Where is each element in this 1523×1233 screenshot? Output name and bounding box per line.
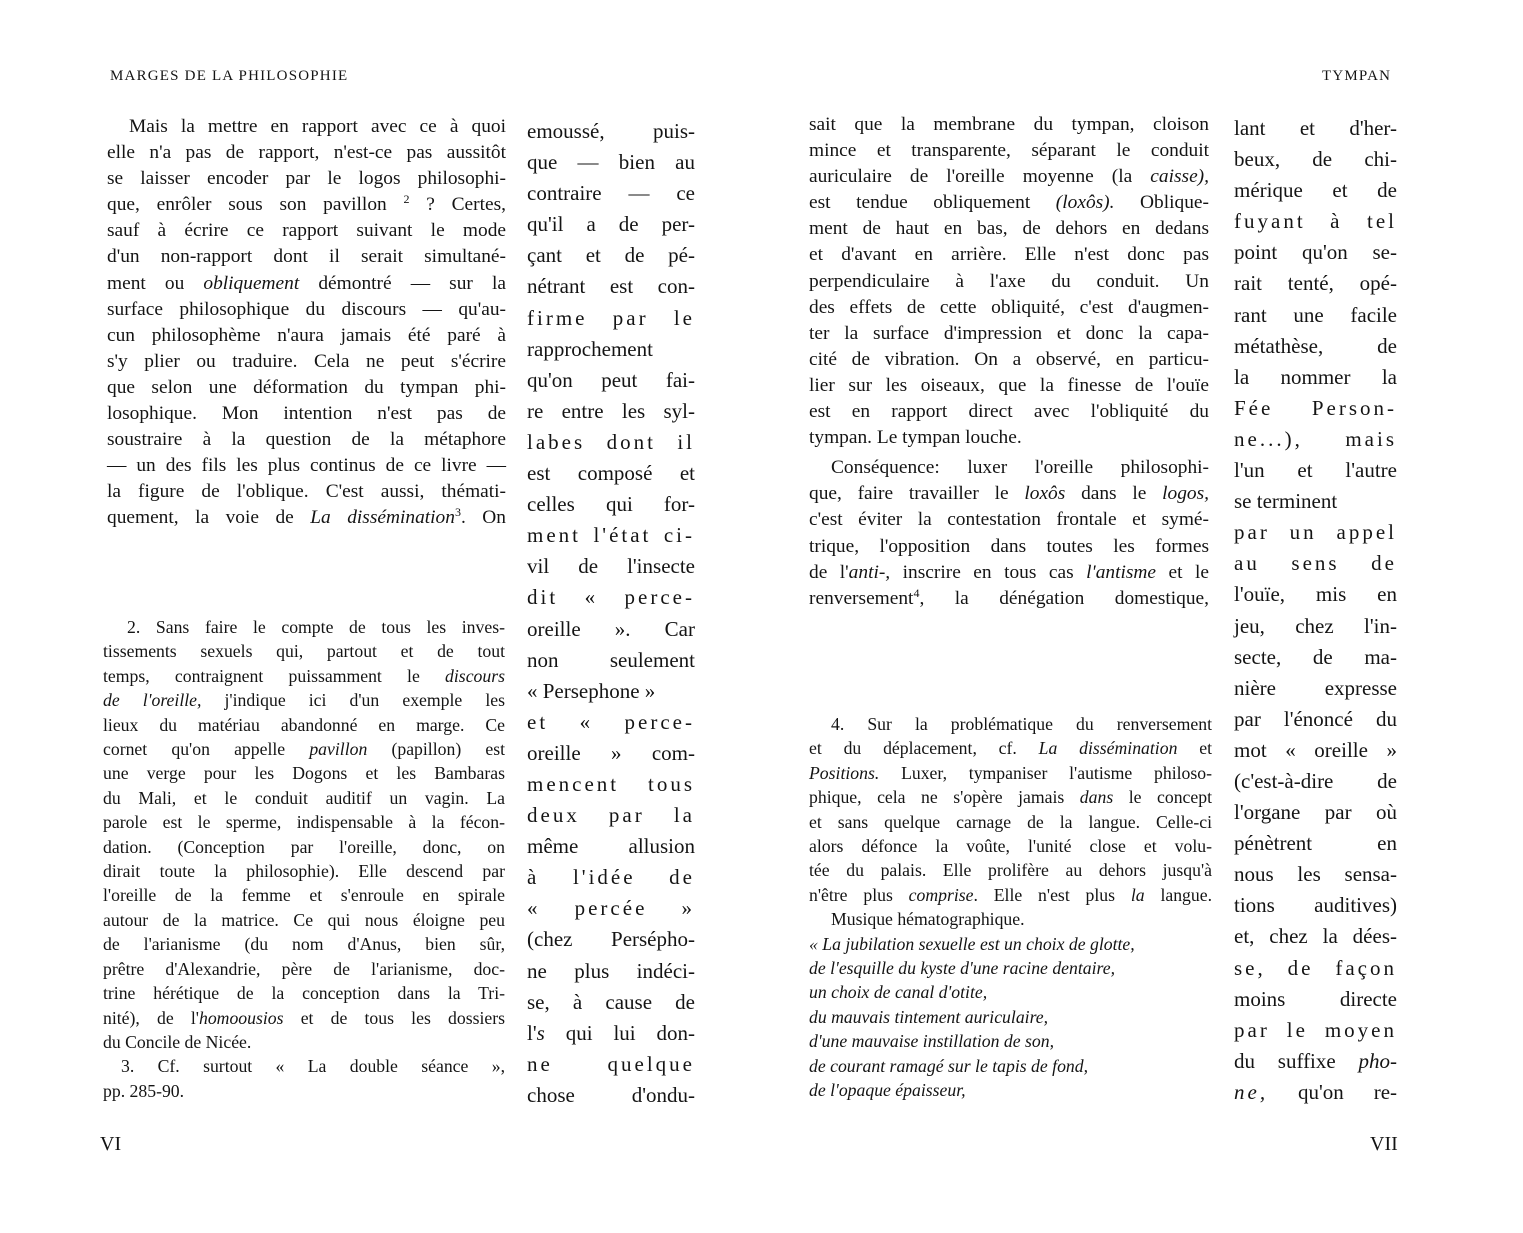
footnote-line: 2. Sans faire le compte de tous les inves-	[127, 617, 505, 637]
text-line: et d'avant en arrière. Elle n'est donc pas	[809, 244, 1209, 266]
text-line: perpendiculaire à l'axe du conduit. Un	[809, 270, 1209, 292]
narrow-line: même allusion	[527, 834, 695, 859]
narrow-line: ne...), mais	[1234, 426, 1397, 451]
footnote-line: du Concile de Nicée.	[103, 1031, 252, 1052]
right-footnotes	[809, 712, 1212, 1103]
text-line: des effets de cette obliquité, c'est d'augmen-	[809, 296, 1209, 318]
narrow-line: contraire — ce	[527, 181, 695, 206]
footnote-line: dation. (Conception par l'oreille, donc, on	[103, 836, 505, 857]
text-line: que, enrôler sous son pavillon $^2$ ? Certes,	[107, 192, 506, 216]
narrow-line: ment l'état ci-	[527, 523, 695, 548]
narrow-line: est composé et	[527, 461, 695, 486]
narrow-line: se, à cause de	[527, 989, 695, 1014]
footnote-line: Positions. Luxer, tympaniser l'autisme philoso-	[809, 762, 1213, 783]
narrow-line: Fée Person-	[1234, 395, 1397, 420]
left-footnotes	[103, 615, 505, 1103]
poem-line: de l'opaque épaisseur,	[809, 1080, 966, 1101]
narrow-line: (c'est-à-dire de	[1234, 768, 1397, 793]
poem-line: de courant ramagé sur le tapis de fond,	[809, 1055, 1089, 1076]
poem-line: « La jubilation sexuelle est un choix de glotte,	[809, 933, 1135, 954]
text-line: lier sur les oiseaux, que la finesse de l'ouïe	[809, 374, 1209, 396]
footnote-ref: 3	[454, 505, 461, 520]
footnote-line: tée du palais. Elle prolifère au dehors jusqu'à	[809, 860, 1212, 881]
narrow-line: au sens de	[1234, 551, 1397, 576]
left-main-text	[107, 114, 506, 532]
narrow-line: rant une facile	[1234, 302, 1397, 327]
footnote-ref: 4	[913, 585, 920, 600]
narrow-line: la nommer la	[1234, 364, 1397, 389]
right-narrow-column	[1234, 113, 1397, 1108]
narrow-line: labes dont il	[527, 429, 695, 454]
narrow-line: l's qui lui don-	[527, 1020, 696, 1045]
text-line: cun philosophème n'aura jamais été paré à	[107, 324, 506, 346]
poem-line: du mauvais tintement auriculaire,	[809, 1006, 1049, 1027]
narrow-line: par l'énoncé du	[1234, 706, 1397, 731]
footnote-line: pp. 285-90.	[103, 1080, 185, 1101]
narrow-line: dit « perce-	[527, 585, 695, 610]
narrow-line: « Persephone »	[527, 678, 656, 703]
narrow-line: çant et de pé-	[527, 243, 695, 268]
text-line: losophique. Mon intention n'est pas de	[107, 403, 506, 425]
narrow-line: que — bien au	[527, 150, 695, 175]
footnote-line: une verge pour les Dogons et les Bambaras	[103, 763, 505, 784]
narrow-line: métathèse, de	[1234, 333, 1397, 358]
narrow-line: ne quelque	[527, 1051, 695, 1076]
text-line: est tendue obliquement (loxôs). Oblique-	[809, 192, 1209, 214]
narrow-line: non seulement	[527, 647, 695, 672]
text-line: est en rapport direct avec l'obliquité du	[809, 401, 1209, 423]
text-line: cité de vibration. On a observé, en particu-	[809, 348, 1209, 370]
narrow-line: moins directe	[1234, 986, 1397, 1011]
footnote-line: n'être plus comprise. Elle n'est plus la langue.	[809, 884, 1213, 905]
text-line: sait que la membrane du tympan, cloison	[809, 114, 1209, 135]
footnote-line: parole est le sperme, indispensable à la fécon-	[103, 812, 505, 833]
text-line: tympan. Le tympan louche.	[809, 427, 1022, 449]
running-header-right: TYMPAN	[1322, 68, 1392, 84]
narrow-line: emoussé, puis-	[527, 119, 695, 143]
text-line: surface philosophique du discours — qu'au-	[107, 298, 506, 320]
footnote-line: et du déplacement, cf. La dissémination et	[809, 738, 1212, 759]
footnote-line: de l'arianisme (du nom d'Anus, bien sûr,	[103, 934, 505, 955]
text-line: trique, l'opposition dans toutes les formes	[809, 535, 1209, 557]
narrow-line: fuyant à tel	[1234, 209, 1397, 234]
narrow-line: nous les sensa-	[1234, 862, 1397, 887]
footnote-ref: 2	[403, 192, 410, 207]
narrow-line: nière expresse	[1234, 675, 1397, 700]
narrow-line: qu'il a de per-	[527, 212, 695, 237]
text-line: ment de haut en bas, de dehors en dedans	[809, 218, 1209, 240]
narrow-line: mencent tous	[527, 771, 695, 796]
page-number-left: VI	[100, 1133, 122, 1155]
narrow-line: celles qui for-	[527, 492, 695, 517]
narrow-line: qu'on peut fai-	[527, 367, 695, 392]
page-number-right: VII	[1370, 1133, 1398, 1155]
footnote-line: du Mali, et le conduit auditif un vagin. La	[103, 787, 505, 808]
narrow-line: point qu'on se-	[1234, 240, 1397, 265]
narrow-line: l'un et l'autre	[1234, 458, 1397, 483]
footnote-line: nité), de l'homoousios et de tous les dossiers	[103, 1007, 505, 1028]
narrow-line: se terminent	[1234, 489, 1338, 514]
narrow-line: par le moyen	[1234, 1017, 1397, 1042]
narrow-line: deux par la	[527, 803, 695, 828]
footnote-line: 4. Sur la problématique du renversement	[831, 714, 1212, 734]
narrow-line: et « perce-	[527, 709, 695, 734]
narrow-line: ne, qu'on re-	[1234, 1079, 1398, 1104]
footnote-line: prêtre d'Alexandrie, père de l'arianisme, doc-	[103, 958, 505, 979]
narrow-line: vil de l'insecte	[527, 554, 695, 579]
narrow-line: mot « oreille »	[1234, 737, 1397, 762]
narrow-line: et, chez la dées-	[1234, 924, 1397, 949]
narrow-line: par un appel	[1234, 520, 1397, 545]
narrow-line: oreille » com-	[527, 740, 695, 765]
footnote-line: et sans quelque carnage de la langue. Celle-ci	[809, 811, 1212, 832]
footnote-line: lieux du matériau abandonné en marge. Ce	[103, 714, 505, 735]
narrow-line: firme par le	[527, 305, 695, 330]
footnote-line: alors défonce la voûte, l'unité close et volu-	[809, 836, 1212, 857]
narrow-line: rapprochement	[527, 336, 653, 361]
footnote-line: temps, contraignent puissamment le discours	[103, 665, 505, 686]
text-line: que, faire travailler le loxôs dans le logos,	[809, 483, 1209, 505]
text-line: s'y plier ou traduire. Cela ne peut s'écrire	[107, 350, 506, 372]
text-line: c'est éviter la contestation frontale et symé-	[809, 509, 1209, 531]
text-line: ter la surface d'impression et donc la capa-	[809, 322, 1209, 344]
narrow-line: rait tenté, opé-	[1234, 271, 1397, 296]
footnote-line: Musique hématographique.	[831, 909, 1025, 930]
running-header-left: MARGES DE LA PHILOSOPHIE	[110, 68, 349, 84]
text-line: elle n'a pas de rapport, n'est-ce pas aussitôt	[107, 142, 506, 164]
narrow-line: (chez Perséphо-	[527, 927, 695, 952]
text-line: la figure de l'oblique. C'est aussi, thémati-	[107, 481, 506, 503]
poem-line: un choix de canal d'otite,	[809, 982, 988, 1003]
left-narrow-column	[527, 116, 695, 1111]
text-line: d'un non-rapport dont il serait simultané-	[107, 246, 506, 268]
narrow-line: re entre les syl-	[527, 398, 695, 423]
narrow-line: chose d'ondu-	[527, 1082, 695, 1107]
poem-line: d'une mauvaise instillation de son,	[809, 1031, 1054, 1052]
right-main-text	[809, 112, 1209, 612]
text-line: soustraire à la question de la métaphore	[107, 429, 506, 451]
text-line: de l'anti-, inscrire en tous cas l'antisme et le	[809, 561, 1209, 583]
text-line: Mais la mettre en rapport avec ce à quoi	[129, 116, 506, 137]
narrow-line: oreille ». Car	[527, 616, 695, 641]
narrow-line: nétrant est con-	[527, 274, 695, 299]
footnote-line: dirait toute la philosophie). Elle descend par	[103, 861, 505, 882]
poem-line: de l'esquille du kyste d'une racine dentaire,	[809, 958, 1116, 979]
narrow-line: lant et d'her-	[1234, 116, 1397, 140]
narrow-line: beux, de chi-	[1234, 147, 1397, 172]
footnote-line: 3. Cf. surtout « La double séance »,	[121, 1056, 505, 1077]
text-line: ment ou obliquement démontré — sur la	[107, 272, 506, 294]
footnote-line: cornet qu'on appelle pavillon (papillon) est	[103, 739, 506, 760]
narrow-line: l'organe par où	[1234, 800, 1397, 825]
narrow-line: pénètrent en	[1234, 831, 1397, 856]
text-line: renversement$^4$, la dénégation domestique,	[809, 585, 1209, 609]
text-line: Conséquence: luxer l'oreille philosophi-	[831, 457, 1209, 479]
text-line: mince et transparente, séparant le conduit	[809, 140, 1209, 162]
text-line: que selon une déformation du tympan phi-	[107, 376, 506, 398]
narrow-line: mérique et de	[1234, 178, 1397, 203]
narrow-line: secte, de ma-	[1234, 644, 1397, 669]
footnote-line: l'oreille de la femme et s'enroule en spirale	[103, 885, 505, 906]
text-line: auriculaire de l'oreille moyenne (la caisse),	[809, 166, 1209, 188]
narrow-line: « percée »	[527, 896, 695, 921]
footnote-line: trine hérétique de la conception dans la Tri-	[103, 983, 505, 1004]
footnote-line: tissements sexuels qui, partout et de tout	[103, 641, 505, 662]
footnote-line: de l'oreille, j'indique ici d'un exemple les	[103, 690, 505, 711]
narrow-line: jeu, chez l'in-	[1234, 613, 1397, 638]
narrow-line: l'ouïe, mis en	[1234, 582, 1397, 607]
narrow-line: du suffixe pho-	[1234, 1048, 1397, 1073]
narrow-line: ne plus indéci-	[527, 958, 695, 983]
text-line: sauf à écrire ce rapport suivant le mode	[107, 220, 506, 242]
narrow-line: à l'idée de	[527, 865, 695, 890]
text-line: se laisser encoder par le logos philosophi-	[107, 168, 506, 190]
footnote-line: autour de la matrice. Ce qui nous éloigne peu	[103, 909, 505, 930]
text-line: quement, la voie de La dissémination$^3$. On	[107, 505, 506, 529]
narrow-line: tions auditives)	[1234, 893, 1397, 918]
text-line: — un des fils les plus continus de ce livre —	[107, 455, 506, 477]
footnote-line: phique, cela ne s'opère jamais dans le concept	[809, 787, 1213, 808]
narrow-line: se, de façon	[1234, 955, 1397, 980]
